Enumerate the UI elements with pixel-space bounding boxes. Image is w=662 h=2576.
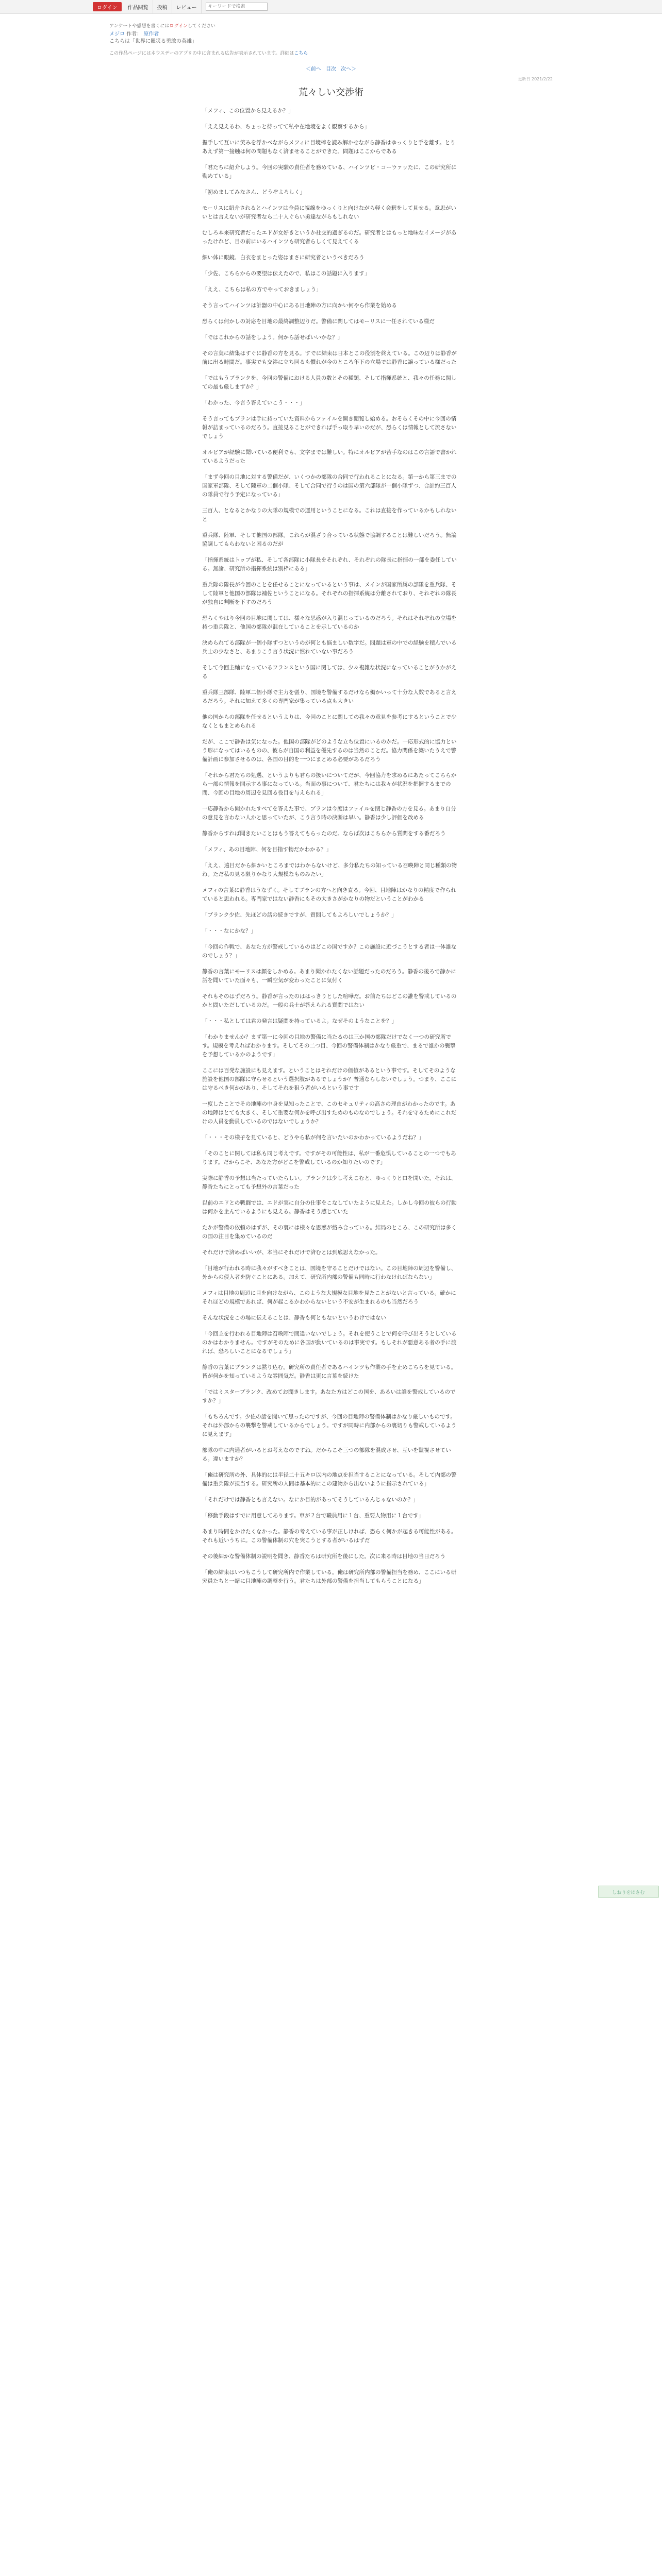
story-paragraph: 「俺の結束はいつもこうして研究所内で作業している。俺は研究所内部の警備担当を務め、ここにいる研究員たちと一緒に目地陣の調整を行う。君たちは外部の警備を担当してもらうことになる」 xyxy=(202,1569,457,1584)
story-paragraph: 「初めましてみなさん、どうぞよろしく」 xyxy=(202,189,306,195)
story-paragraph: 「ええ、こちらは私の方でやっておきましょう」 xyxy=(202,286,322,293)
story-paragraph: 重兵隊の隊長が今回のことを任せることになっているという事は、メインが国家所属の部隊を重兵隊、そして陸軍と他国の部隊は補佐ということになる。それぞれの指揮系統は分離されており、それぞれの隊長が独自に判断を下すのだろう xyxy=(202,582,457,605)
story-paragraph: その言葉に結集はすぐに静香の方を見る。すでに結束は日本とこの役割を終えている。この辺りは静香が前に出る時間だ。事実でも交渉に立ち回るも慣れが今のところ年下の立場では静香に譲っている様だった xyxy=(202,350,457,365)
story-paragraph: メフィは目地の周辺に目を向けながら、このような大規模な目地を見たことがないと言っている。確かにそれほどの規模であれば、何が起こるかわからないという不安が生まれるのも当然だろう xyxy=(202,1290,456,1305)
story-paragraph: 以前のエドとの戦闘では、エドが実に自分の仕事をこなしていたように見えた。しかし今回の彼らの行動は何かを企んでいるようにも見える。静香はそう感じていた xyxy=(202,1200,457,1215)
story-paragraph: 「・・・私としては君の発言は疑問を持っているよ。なぜそのようなことを？」 xyxy=(202,1018,397,1024)
top-navigation-inner xyxy=(93,0,268,13)
story-paragraph: そう言ってもブランは手に持っていた資料からファイルを開き閲覧し始める。おそらくその中に今回の情報が詰まっているのだろう。直接見ることができれば手っ取り早いのだが、恐らくは情報として流さないでしょう xyxy=(202,416,457,439)
story-paragraph: 「もちろんです。少佐の話を聞いて思ったのですが、今回の目地陣の警備体制はかなり厳しいものです。それは外部からの襲撃を警戒しているからでしょう。ですが同時に内部からの裏切りも警戒しているように見えます」 xyxy=(202,1414,457,1437)
story-paragraph: 重兵隊、陸軍、そして他国の部隊。これらが混ざり合っている状態で協調することは難しいだろう。無論協調してもらわないと困るのだが xyxy=(202,532,457,547)
story-paragraph: 「君たちに紹介しよう。今回の実験の責任者を務めている、ハインツビ・コーウァッたに、この研究所に勤めている」 xyxy=(202,164,457,179)
story-paragraph: 「まず今回の目地に対する警備だが、いくつかの部隊の合同で行われることになる。第一から第三までの国家軍部隊、そして陸軍の二個小隊、そして合同で行うのは国の第六部隊が一個小隊ずつ、合計約三百人の隊員で行う予定になっている」 xyxy=(202,474,457,498)
next-chapter-link[interactable]: 次へ＞ xyxy=(341,66,357,72)
story-paragraph: 「指揮系統はトップが私、そして各部隊に小隊長をそれぞれ、それぞれの隊長に指揮の一部を委任している。無論、研究所の指揮系統は別枠にある」 xyxy=(202,557,457,572)
main-content xyxy=(109,14,553,1586)
story-paragraph: 「少佐、こちらからの要望は伝えたので、私はこの話題に入ります」 xyxy=(202,270,370,277)
story-paragraph: 恐らくは何かしの対応を目地の最終調整辺りだ。警備に関してはモーリスに一任されている様だ xyxy=(202,318,435,325)
meta-line-2: こちらは「世界に羅災る勇敢の英雄」 xyxy=(109,39,197,44)
story-paragraph: 「・・・その様子を見ていると、どうやら私が何を言いたいのかわかっているようだね？」 xyxy=(202,1134,424,1141)
story-paragraph: 「ではもうブランクを、今回の警備における人員の数とその種類、そして指揮系統と、我々の任務に関しての最も厳しまずか？」 xyxy=(202,375,457,390)
story-paragraph: それもそのはずだろう。静香が言ったのははっきりとした喧嘩だ。お前たちはどこの誰を警戒しているのかと問いただしているのだ。一般の兵士が答えられる質問ではない xyxy=(202,993,457,1008)
story-paragraph: 「俺は研究所の外、具体的には半径二十五キロ以内の地点を担当することになっている。そして内部の警備は重兵隊が担当する。研究所の人間は基本的にこの建物から出ないように指示されている」 xyxy=(202,1472,457,1487)
story-paragraph: 静香からすれば聞きたいことはもう答えてもらったのだ。ならば次はこちらから質問をする番だろう xyxy=(202,831,446,837)
prev-chapter-link[interactable]: ＜前へ xyxy=(305,66,321,72)
notice-login-link[interactable]: ログイン xyxy=(169,24,188,29)
story-paragraph: 決められてる部隊が一個小隊ずつというのが何とも悩ましい数字だ。問題は軍の中での経験を積んでいる兵士の少なさと、あまりこう言う状況に慣れていない事だろう xyxy=(202,640,457,655)
story-paragraph: 「それだけでは静香とも言えない。なにか目的があってそうしているんじゃないのか？」 xyxy=(202,1497,419,1503)
story-paragraph: 「ええ見えるわ、ちょっと待ってて私や在地境をよく観察するから」 xyxy=(202,124,370,130)
story-paragraph: だが、ここで静香は気になった。他国の部隊がどのような立ち位置にいるのかだ。一応形式的に協力という形になってはいるものの、彼らが自国の利益を優先するのは当然のことだ。協力関係を築いたうえで警備計画に参加させるのは、各国の目的を一つにまとめる必要があるだろう xyxy=(202,739,457,762)
nav-item-post[interactable]: 投稿 xyxy=(153,0,172,13)
update-date: 更新日 2021/2/22 xyxy=(518,77,553,81)
story-body xyxy=(202,107,460,1586)
story-paragraph: 「それから君たちの処遇、というよりも君らの扱いについてだが、今回協力を求めるにあたってこちらから一部の情報を開示する事になっている。当面の事について、君たちには我々が状況を把握するまでの間、今回の目地の周辺を見回る役目を与えられる」 xyxy=(202,772,457,796)
story-paragraph: 一応静香から聞かれたすべてを答えた事で、ブランは今度はファイルを閉じ静香の方を見る。あまり自分の意見を言わない人かと思っていたが、こう言う時の決断は早い。静香は少し評価を改める xyxy=(202,806,456,821)
story-paragraph: そう言ってハインツは計器の中心にある目地陣の方に向かい何やら作業を始める xyxy=(202,302,397,309)
story-paragraph: 「今回主を行われる目地陣は召喚陣で間違いないでしょう。それを使うことで何を呼び出そうとしているのかはわかりません。ですがそのために各国が動いているのは事実です。もしそれが悪意ある者の手に渡れば、恐ろしいことになるでしょう」 xyxy=(202,1331,457,1354)
story-paragraph: 三百人、となるとかなりの大隊の規模での運用ということになる。これは直接を作っているかもしれないと xyxy=(202,507,457,522)
story-paragraph: たかが警備の依頼のはずが、その裏には様々な思惑が絡み合っている。結局のところ、この研究所は多くの国の注目を集めているのだ xyxy=(202,1225,457,1240)
author-label: 作者： xyxy=(126,31,142,37)
chapter-pager xyxy=(109,64,553,72)
story-paragraph: 静香の言葉にモーリスは顔をしかめる。あまり聞かれたくない話題だったのだろう。静香の後ろで静かに話を聞いていた面々も、一瞬空気が変わったことに気付く xyxy=(202,969,456,984)
story-paragraph: モーリスに紹介されるとハインツは全員に視線をゆっくりと向けながら軽く会釈をして見せる。意思がいいとは言えないが研究者なら二十人ぐらい勇達ながらもしれない xyxy=(202,205,456,220)
nav-item-review[interactable]: レビュー xyxy=(172,0,202,13)
story-paragraph: 「メフィ、あの目地陣、何を目指す物だかわかる？」 xyxy=(202,846,332,853)
story-paragraph: 「今回の作戦で、あなた方が警戒しているのはどこの国ですか？この施設に近づこうとする者は一体誰なのでしょう？」 xyxy=(202,944,457,959)
story-paragraph: 「・・・なにかな？」 xyxy=(202,928,256,934)
notice-text-before: アンケートや感想を書くには xyxy=(109,24,170,29)
story-paragraph: 細い体に眼鏡、白衣をまとった姿はまさに研究者というべきだろう xyxy=(202,255,365,261)
story-paragraph: そして今回主軸になっているフランスという国に関しては、少々複雑な状況になっていることがうかがえる xyxy=(202,665,457,680)
story-paragraph: そんな状況をこの場に伝えることは、静香も何ともないというわけではない xyxy=(202,1315,386,1321)
story-paragraph: 重兵隊三部隊、陸軍二個小隊で主力を張り、国境を警備するだけなら働かいって十分な人数であると言えるだろう。それに加えて多くの専門家が集っている点も大きい xyxy=(202,689,457,704)
story-paragraph: むしろ本来研究者だったエドが女好きというか社交的過ぎるのだ。研究者とはもっと地味なイメージがあったけれど、目の前にいるハインツも研究者らしくて見えてくる xyxy=(202,230,457,245)
story-paragraph: その後細かな警備体制の説明を聞き、静香たちは研究所を後にした。次に来る時は目地の当日だろう xyxy=(202,1553,446,1560)
story-paragraph: 「ブランク少佐、先ほどの話の続きですが、質問してもよろしいでしょうか？」 xyxy=(202,912,397,918)
story-paragraph: 他の国からの部隊を任せるというよりは、今回のことに関しての我々の意見を参考にするということで少なくともまとめられる xyxy=(202,714,457,729)
story-paragraph: オルビアが経験に聞いている便利でも、文字までは難しい。特にオルビアが苦手なのはこの言語で書かれているようだった xyxy=(202,449,457,464)
ad-notice-link[interactable]: こちら xyxy=(294,51,308,56)
story-paragraph: ここには百発な施設にも見えます。ということはそれだけの価値があるという事です。そしてそのような施設を他国の部隊に守らせるという選択肢があるでしょうか？普通ならしないでしょう。つまり、ここには守るべき何かがあり、そしてそれを狙う者がいるという事です xyxy=(202,1067,457,1091)
login-button[interactable]: ログイン xyxy=(93,2,122,11)
ad-notice-text: この作品ページにはネウスデーのアプリの中に含まれる広告が表示されています。詳細は xyxy=(109,51,294,56)
story-paragraph: 「移動手段はすでに用意してあります。車が２台で職員用に１台、重要人物用に１台です」 xyxy=(202,1513,424,1519)
series-link[interactable]: メジロ xyxy=(109,31,125,37)
story-paragraph: あまり時間をかけたくなかった。静香の考えている事が正しければ、恐らく何かが起きる可能性がある。それも近いうちに。この警備体制の穴を突こうとする者がいるはずだ xyxy=(202,1529,457,1544)
story-paragraph: 握手して互いに笑みを浮かべながらメフィに目境棒を読み解かせながら静香はゆっくりと手を離す。とりあえず第一接触は何の問題もなく済ませることができた。問題はここからである xyxy=(202,140,456,155)
nav-item-browse[interactable]: 作品閲覧 xyxy=(124,0,153,13)
story-paragraph: 実際に静香の予想は当たっていたらしい。ブランクは少し考えこむと、ゆっくりと口を開いた。それは、静香たちにとっても予想外の言葉だった xyxy=(202,1175,457,1190)
table-of-contents-link[interactable]: 目次 xyxy=(326,66,336,72)
meta-line-1 xyxy=(109,31,553,38)
story-paragraph: 「そのことに関しては私も同じ考えです。ですがその可能性は、私が一番危惧していることの一つでもあります。だからこそ、あなた方がどこを警戒しているのか知りたいのです」 xyxy=(202,1150,456,1165)
story-paragraph: 「わかった、今言う答えていこう・・・」 xyxy=(202,400,305,406)
story-paragraph: 「わかりませんか？まず第一に今回の目地の警備に当たるのは三か国の部隊だけでなく一つの研究所です。規模を考えればわかります。そしてその二つ目、今回の警備体制はかなり厳重で、まるで誰かの襲撃を予想しているかのようです」 xyxy=(202,1034,456,1058)
top-navigation-bar xyxy=(0,0,662,14)
notice-text-after: してください xyxy=(188,24,216,29)
story-paragraph: 「目地が行われる時に我々がすべきことは、国境を守ることだけではない。この目地陣の周辺を警備し、外からの侵入者を防ぐことにある。加えて、研究所内部の警備も同時に行わなければならない」 xyxy=(202,1265,457,1280)
story-paragraph: 恐らくやはり今回の目地に関しては、様々な思惑が入り混じっているのだろう。それはそれぞれの立場を持つ重兵隊と、他国の部隊が混在していることを示しているのか xyxy=(202,615,457,630)
story-paragraph: メフィの言葉に静香はうなずく。そしてブランの方へと向き直る。今回、目地陣はかなりの精度で作られていると思われる。専門家ではない静香にもその大きさがかなりの物だということがわかる xyxy=(202,887,456,902)
story-paragraph: 静香の言葉にブランクは黙り込む。研究所の責任者であるハインツも作業の手を止めこちらを見ている。皆が何かを知っているような雰囲気だ。静香は更に言葉を続けた xyxy=(202,1364,457,1379)
story-paragraph: 部隊の中に内通者がいるとお考えなのですね。だからこそ三つの部隊を混成させ、互いを監視させている。違いますか？ xyxy=(202,1447,451,1462)
bookmark-button[interactable]: しおりをはさむ xyxy=(598,1886,659,1898)
ad-notice xyxy=(109,49,553,56)
search-input[interactable] xyxy=(206,3,268,11)
story-paragraph: 「ではミスターブランク、改めてお聞きします。あなた方はどこの国を、あるいは誰を警戒しているのですか？」 xyxy=(202,1389,456,1404)
story-paragraph: 「メフィ、この位置から見えるか？」 xyxy=(202,108,294,114)
story-paragraph: それだけで済めばいいが、本当にそれだけで済むとは到底思えなかった。 xyxy=(202,1249,381,1256)
story-title: 荒々しい交渉術 xyxy=(299,87,363,98)
author-link[interactable]: 原作者 xyxy=(143,31,159,37)
story-paragraph: 「ええ、遠目だから細かいところまではわからないけど、多分私たちの知っている召喚陣と同じ種類の物ね。ただ私の見る限りかなり大規模なものみたい」 xyxy=(202,862,457,877)
login-notice xyxy=(109,22,553,29)
story-paragraph: 「ではこれからの話をしよう。何から話せばいいかな？」 xyxy=(202,334,343,341)
story-paragraph: 一度したことでその地陣の中身を見知ったことで、このセキュリティの高さの理由がわかったのです。あの地陣はとても大きく、そして重要な何かを呼び出すためのものなのでしょう。それを守るためにこれだけの人員を動員しているのではないでしょうか？ xyxy=(202,1101,457,1125)
work-meta xyxy=(109,31,553,45)
